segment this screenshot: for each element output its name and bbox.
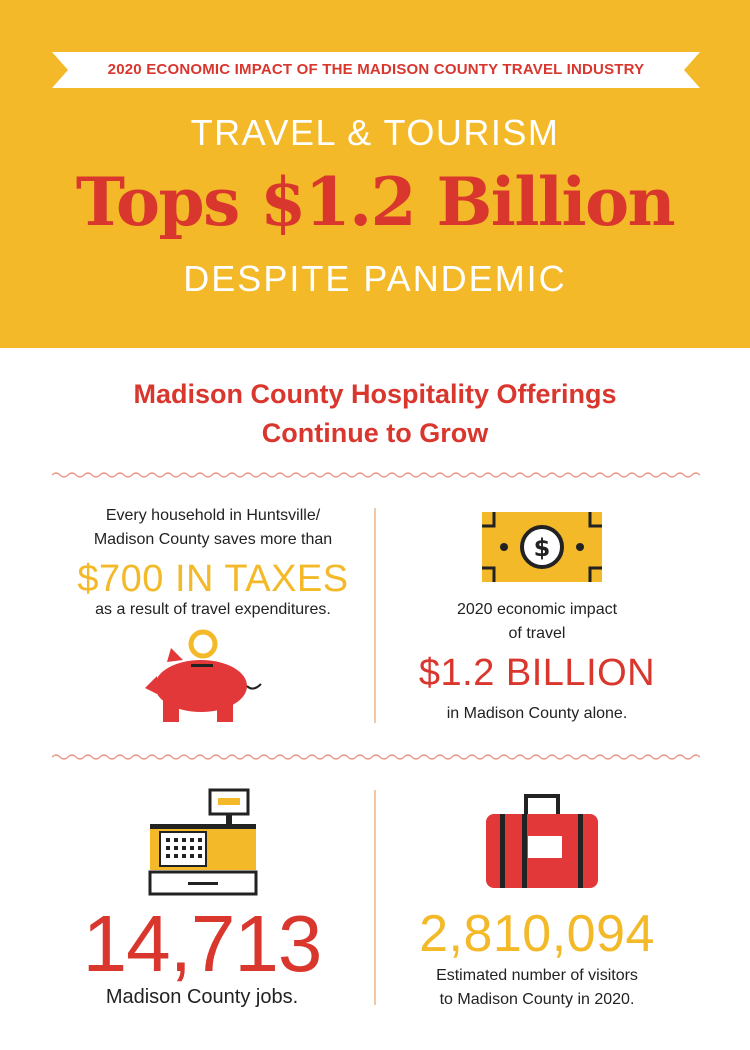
cash-register-icon	[148, 788, 258, 898]
visitors-caption-line1: Estimated number of visitors	[436, 967, 638, 984]
hero-tagline: DESPITE PANDEMIC	[183, 258, 567, 299]
impact-intro	[376, 598, 698, 646]
impact-intro-line2: of travel	[508, 625, 566, 642]
section-title	[60, 375, 690, 453]
taxes-value: $700 IN TAXES	[77, 558, 349, 600]
taxes-intro-line1: Every household in Huntsville/	[105, 507, 321, 524]
visitors-value: 2,810,094	[419, 905, 655, 963]
ribbon-text: 2020 ECONOMIC IMPACT OF THE MADISON COUNTY TRAVEL INDUSTRY	[107, 61, 645, 78]
taxes-intro-line2: Madison County saves more than	[93, 531, 333, 548]
hero-headline: Tops $1.2 Billion	[75, 163, 675, 241]
title-ribbon	[52, 52, 700, 88]
wavy-divider-top	[52, 470, 700, 480]
piggy-bank-icon	[143, 628, 263, 728]
section-title-line2: Continue to Grow	[261, 418, 489, 448]
svg-text:$: $	[533, 534, 551, 562]
impact-value: $1.2 BILLION	[418, 652, 656, 694]
impact-caption: in Madison County alone.	[446, 705, 628, 722]
money-bill-icon	[480, 510, 604, 584]
taxes-caption: as a result of travel expenditures.	[95, 601, 331, 618]
hero-banner	[0, 0, 750, 348]
wavy-divider-middle	[52, 752, 700, 762]
suitcase-icon	[484, 792, 604, 892]
impact-intro-line1: 2020 economic impact	[456, 601, 618, 618]
taxes-intro	[52, 504, 374, 552]
section-title-line1: Madison County Hospitality Offerings	[133, 379, 617, 409]
jobs-caption: Madison County jobs.	[105, 986, 299, 1008]
jobs-value: 14,713	[82, 899, 322, 988]
hero-subheading: TRAVEL & TOURISM	[190, 112, 560, 153]
visitors-caption	[376, 964, 698, 1012]
visitors-caption-line2: to Madison County in 2020.	[439, 991, 635, 1008]
